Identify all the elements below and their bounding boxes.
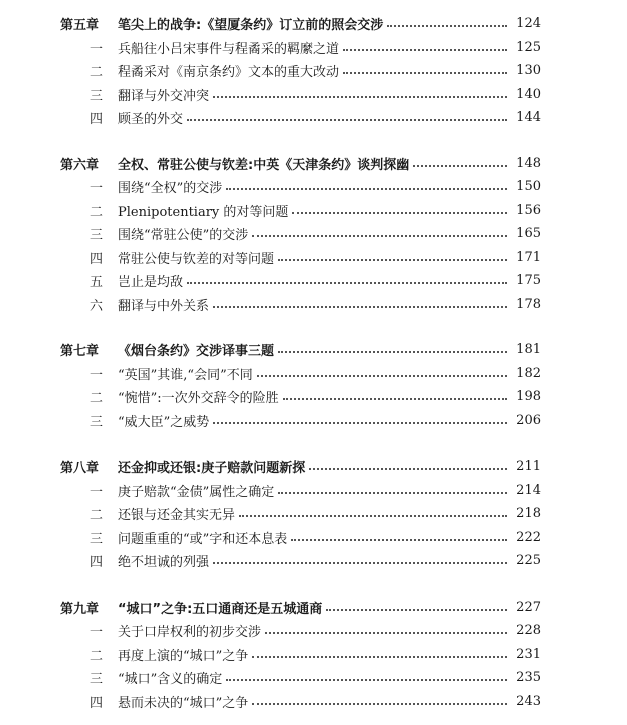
toc-number: 一 xyxy=(90,180,104,196)
toc-leader-dots xyxy=(278,351,507,353)
toc-number: 三 xyxy=(90,531,104,547)
toc-leader-dots xyxy=(239,515,507,517)
toc-title: 翻译与中外关系 xyxy=(118,298,210,314)
toc-number: 第九章 xyxy=(60,601,100,617)
toc-leader-dots xyxy=(343,72,507,74)
toc-leader-dots xyxy=(278,259,507,261)
toc-leader-dots xyxy=(326,609,507,611)
toc-page-number: 228 xyxy=(516,622,541,638)
toc-number: 一 xyxy=(90,367,104,383)
toc-section-row[interactable] xyxy=(60,175,541,197)
toc-title: Plenipotentiary 的对等问题 xyxy=(118,204,289,220)
toc-section-row[interactable] xyxy=(60,690,541,712)
toc-number: 三 xyxy=(90,227,104,243)
toc-section-row[interactable] xyxy=(60,293,541,315)
toc-section-row[interactable] xyxy=(60,666,541,688)
toc-section-row[interactable] xyxy=(60,526,541,548)
toc-number: 第八章 xyxy=(60,460,100,476)
toc-title: 笔尖上的战争:《望厦条约》订立前的照会交涉 xyxy=(118,17,384,33)
toc-title: 全权、常驻公使与钦差:中英《天津条约》谈判探幽 xyxy=(118,157,410,173)
toc-title: 翻译与外交冲突 xyxy=(118,88,210,104)
toc-page-number: 206 xyxy=(516,412,541,428)
toc-leader-dots xyxy=(309,468,507,470)
toc-leader-dots xyxy=(187,282,507,284)
toc-section-row[interactable] xyxy=(60,106,541,128)
toc-leader-dots xyxy=(291,539,507,541)
toc-leader-dots xyxy=(257,375,507,377)
toc-page-number: 225 xyxy=(516,552,541,568)
toc-section-row[interactable] xyxy=(60,269,541,291)
toc-chapter-row[interactable] xyxy=(60,596,541,618)
toc-leader-dots xyxy=(292,212,507,214)
toc-chapter-row[interactable] xyxy=(60,12,541,34)
toc-page-number: 125 xyxy=(516,39,541,55)
toc-page-number: 148 xyxy=(516,155,541,171)
toc-number: 第五章 xyxy=(60,17,100,33)
toc-leader-dots xyxy=(278,492,507,494)
toc-leader-dots xyxy=(387,25,507,27)
toc-number: 一 xyxy=(90,624,104,640)
toc-section-row[interactable] xyxy=(60,643,541,665)
toc-leader-dots xyxy=(213,96,507,98)
toc-page-number: 150 xyxy=(516,178,541,194)
toc-number: 三 xyxy=(90,414,104,430)
toc-leader-dots xyxy=(343,49,507,51)
toc-section-row[interactable] xyxy=(60,362,541,384)
toc-leader-dots xyxy=(265,632,507,634)
toc-title: 悬而未决的“城口”之争 xyxy=(118,695,249,711)
toc-section-row[interactable] xyxy=(60,409,541,431)
toc-page-number: 182 xyxy=(516,365,541,381)
toc-page-number: 222 xyxy=(516,529,541,545)
toc-number: 三 xyxy=(90,671,104,687)
toc-number: 二 xyxy=(90,507,104,523)
toc-section-row[interactable] xyxy=(60,246,541,268)
toc-section-row[interactable] xyxy=(60,549,541,571)
toc-page-number: 181 xyxy=(516,341,541,357)
toc-page-number: 130 xyxy=(516,62,541,78)
toc-leader-dots xyxy=(226,679,507,681)
toc-number: 二 xyxy=(90,648,104,664)
toc-leader-dots xyxy=(187,119,507,121)
toc-page-number: 178 xyxy=(516,296,541,312)
toc-section-row[interactable] xyxy=(60,385,541,407)
toc-title: 顾圣的外交 xyxy=(118,111,184,127)
toc-page-number: 165 xyxy=(516,225,541,241)
toc-title: 岂止是均敌 xyxy=(118,274,184,290)
toc-page-number: 171 xyxy=(516,249,541,265)
toc-page-number: 198 xyxy=(516,388,541,404)
toc-number: 第七章 xyxy=(60,343,100,359)
toc-leader-dots xyxy=(226,188,507,190)
toc-title: 绝不坦诚的列强 xyxy=(118,554,210,570)
toc-title: 问题重重的“或”字和还本息表 xyxy=(118,531,288,547)
toc-number: 四 xyxy=(90,695,104,711)
toc-title: 再度上演的“城口”之争 xyxy=(118,648,249,664)
toc-title: 还金抑或还银:庚子赔款问题新探 xyxy=(118,460,306,476)
toc-leader-dots xyxy=(283,398,507,400)
toc-page-number: 214 xyxy=(516,482,541,498)
toc-chapter-row[interactable] xyxy=(60,455,541,477)
toc-section-row[interactable] xyxy=(60,502,541,524)
toc-leader-dots xyxy=(252,703,507,705)
toc-chapter-row[interactable] xyxy=(60,338,541,360)
toc-section-row[interactable] xyxy=(60,59,541,81)
toc-number: 三 xyxy=(90,88,104,104)
toc-page-number: 235 xyxy=(516,669,541,685)
toc-leader-dots xyxy=(213,422,507,424)
toc-title: “威大臣”之威势 xyxy=(118,414,210,430)
toc-number: 六 xyxy=(90,298,104,314)
toc-title: 还银与还金其实无异 xyxy=(118,507,236,523)
toc-title: “英国”其谁,“会同”不同 xyxy=(118,367,253,383)
toc-title: “城口”含义的确定 xyxy=(118,671,223,687)
toc-section-row[interactable] xyxy=(60,199,541,221)
toc-page-number: 227 xyxy=(516,599,541,615)
toc-leader-dots xyxy=(213,306,507,308)
toc-title: 围绕“常驻公使”的交涉 xyxy=(118,227,249,243)
toc-number: 四 xyxy=(90,111,104,127)
toc-title: 常驻公使与钦差的对等问题 xyxy=(118,251,275,267)
toc-leader-dots xyxy=(413,165,507,167)
toc-number: 二 xyxy=(90,204,104,220)
toc-leader-dots xyxy=(252,656,507,658)
toc-number: 一 xyxy=(90,41,104,57)
toc-page-number: 218 xyxy=(516,505,541,521)
toc-number: 四 xyxy=(90,554,104,570)
toc-title: 程矞采对《南京条约》文本的重大改动 xyxy=(118,64,340,80)
toc-number: 第六章 xyxy=(60,157,100,173)
toc-page-number: 243 xyxy=(516,693,541,709)
toc-page-number: 156 xyxy=(516,202,541,218)
toc-section-row[interactable] xyxy=(60,36,541,58)
toc-title: 围绕“全权”的交涉 xyxy=(118,180,223,196)
toc-leader-dots xyxy=(252,235,507,237)
toc-page-number: 144 xyxy=(516,109,541,125)
toc-number: 一 xyxy=(90,484,104,500)
toc-title: “城口”之争:五口通商还是五城通商 xyxy=(118,601,323,617)
toc-page-number: 124 xyxy=(516,15,541,31)
toc-page-number: 175 xyxy=(516,272,541,288)
toc-section-row[interactable] xyxy=(60,479,541,501)
toc-number: 四 xyxy=(90,251,104,267)
toc-page-number: 211 xyxy=(516,458,541,474)
toc-title: “惋惜”:一次外交辞令的险胜 xyxy=(118,390,279,406)
toc-title: 兵船往小吕宋事件与程矞采的羁縻之道 xyxy=(118,41,340,57)
toc-title: 庚子赔款“金债”属性之确定 xyxy=(118,484,275,500)
toc-page-number: 231 xyxy=(516,646,541,662)
toc-page-number: 140 xyxy=(516,86,541,102)
toc-chapter-row[interactable] xyxy=(60,152,541,174)
toc-title: 《烟台条约》交涉译事三题 xyxy=(118,343,275,359)
toc-number: 二 xyxy=(90,64,104,80)
toc-section-row[interactable] xyxy=(60,83,541,105)
toc-section-row[interactable] xyxy=(60,619,541,641)
toc-number: 二 xyxy=(90,390,104,406)
toc-title: 关于口岸权利的初步交涉 xyxy=(118,624,262,640)
toc-number: 五 xyxy=(90,274,104,290)
toc-leader-dots xyxy=(213,562,507,564)
toc-section-row[interactable] xyxy=(60,222,541,244)
